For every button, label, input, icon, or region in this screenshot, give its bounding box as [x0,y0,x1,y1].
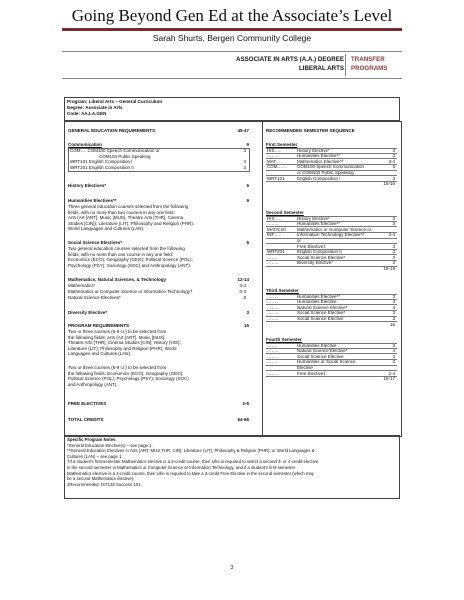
semester-course-credits: 3-4 [388,158,395,164]
semester-course-name: History Elective* [297,147,330,153]
social-text-3: Economics (ECO); Geography (GEO); Political Science (POL); [68,257,193,263]
semester-course-name: Mathematics or Computer Science or [297,226,372,232]
math-row-2-credits: 0-3 [239,289,246,294]
semester-course-code: INF….. [267,232,282,238]
semester-total-credits: 15-17 [383,376,395,382]
note-line: Cultures (LAN) – see page 1. [67,453,123,459]
semester-course-credits: 3 [392,254,395,260]
semester-course-name: Humanities Elective [297,342,337,348]
humanities-text-3: Arts (Art [ART], Music [MUS], Theatre Arts [THR], Cinema [68,215,184,221]
semester-course-code: …….. [267,316,279,321]
social-science-credits: 6 [246,240,249,245]
program-degree: Degree: Associate in Arts [67,105,123,110]
semester-course-name: or COM102 Public Speaking [297,170,354,175]
semester-course-code: …….. [267,293,279,299]
semester-course-credits: 2-4 [388,370,395,376]
semester-course-credits: 3 [392,293,395,299]
semester-course-code: WRT201 [267,249,285,255]
semester-table [266,216,397,266]
math-row-1-credits: 3-4 [239,283,246,288]
semester-course-name: Elective [297,365,313,370]
math-row-1: Mathematics* [68,283,96,288]
degree-line-2: LIBERAL ARTS [298,65,344,72]
semester-sequence-heading: RECOMMENDED SEMESTER SEQUENCE [266,128,355,133]
semester-course-code: MAT….. [267,158,284,164]
math-row-3: Natural Science Electives* [68,295,121,300]
social-text-4: Psychology (PSY); Sociology (SOC) and Anthropology (ANT). [68,262,192,268]
semester-course-code: HIS….. [267,215,282,221]
total-credits-value: 64-66 [237,417,249,422]
semester-course-name: Social Science Elective* [297,254,346,260]
free-electives-credits: 2-6 [242,401,249,406]
semester-course-credits: 4 [392,348,395,354]
social-text-1: Two general education courses selected from the following [68,246,185,251]
program-code: Code: AA.LA.GEN [67,111,107,116]
math-row-2: Mathematics or Computer Science or Information Technology† [68,289,193,294]
humanities-credits: 9 [246,198,249,203]
semester-course-code: …….. [267,342,279,348]
math-science-credits: 12-14 [237,277,249,282]
semester-course-code: …….. [267,353,279,359]
free-electives-label: FREE ELECTIVES [68,401,107,406]
program-notes-box [64,435,400,499]
semester-course-name: or [297,238,302,243]
semester-course-name: English Composition II [297,249,342,255]
note-line: ‡Recommended: IST123 Success 101. [67,481,142,487]
semester-course-code: …….. [267,221,279,227]
semester-course-name: Natural Science Elective* [297,304,348,310]
semester-course-name: Humanities Elective** [297,293,341,299]
transfer-line-1: TRANSFER [351,56,385,63]
requirements-table [64,121,402,437]
semester-course-code: HIS….. [267,147,282,153]
semester-course-credits: 3 [392,249,395,255]
semester-course-name: COM100 Speech Communication [297,164,365,170]
note-line: Mathematics elective is a 4-credit course, then s/he is required to take a 3-credit Free Elective in the second semester (which may [67,470,314,476]
semester-table [266,343,397,377]
program-info-box [64,97,400,121]
humanities-label: Humanities Electives** [68,198,117,203]
semester-course-credits: 3 [392,299,395,305]
semester-course-credits: 3 [392,175,395,181]
note-line: be a second Mathematics elective). [67,476,135,482]
program-req-label: PROGRAM REQUIREMENTS [68,323,130,328]
semester-course-credits: 3 [392,215,395,221]
semester-course-code: …….. [267,370,279,376]
notes-heading: Specific Program Notes [67,437,116,442]
page-number: 3 [230,565,234,571]
semester-course-code: …….. [267,359,279,365]
program-text1-5: Languages and Cultures (LAN). [68,351,132,357]
semester-course-name: History Elective* [297,215,330,221]
history-credits: 6 [246,183,249,188]
total-credits-label: TOTAL CREDITS [68,417,104,422]
semester-course-code: …….. [267,304,279,310]
semester-course-credits: 3 [392,342,395,348]
semester-course-credits: 4 [392,304,395,310]
program-text1-1: Two or three courses (6-9 cr.) to be selected from [68,329,167,334]
humanities-text-2: fields, with no more than two courses in any one field: [68,209,175,215]
page-subtitle: Sarah Shurts, Bergen Community College [152,33,312,43]
transfer-line-2: PROGRAMS [351,65,388,72]
semester-course-name: Social Science Elective* [297,310,346,316]
page-title: Going Beyond Gen Ed at the Associate’s Level [71,6,393,25]
semester-course-code: MAT/CIS/ [267,226,287,232]
semester-course-credits: 3 [392,221,395,227]
humanities-text-5: World Languages and Cultures (LAN). [68,226,145,232]
humanities-text-4: Studies [CIN]); Literature (LIT); Philosophy and Religion (PHR); [68,220,195,226]
humanities-text-1: Three general education courses selected from the following [68,204,189,209]
semester-course-name: Diversity Elective* [297,260,334,266]
program-text1-3: Theatre Arts [THR], Cinema Studies [CIN]; History (HIS); [68,340,181,346]
semester-course-name: Social Science Elective [297,316,344,321]
semester-course-code: …….. [267,310,279,316]
semester-course-name: Humanities or Social Science [297,359,356,365]
program-text2-1: Two or three courses (6-9 cr.) to be selected from [68,365,167,370]
semester-course-name: Humanities Elective [297,299,337,305]
semester-total-credits: 16 [389,321,395,327]
social-science-label: Social Science Electives* [68,240,123,245]
title-rule [62,28,402,31]
note-line: *General Education Elective(s) – see page 1. [67,442,153,448]
comm-row-3: WRT101 English Composition I [70,159,133,164]
semester-course-name: Free Elective‡ [297,243,326,249]
comm-row-1-credits: 3 [243,148,246,153]
semester-course-name: English Composition I [297,175,341,181]
semester-course-name: Social Science Elective [297,353,344,359]
comm-row-4: WRT201 English Composition II [70,164,134,170]
semester-table [266,294,397,322]
semester-course-code: …….. [267,348,279,354]
comm-row-3-credits: 3 [243,159,246,164]
semester-course-code: …….. [267,254,279,260]
header-divider [345,54,346,76]
history-label: History Electives* [68,183,107,188]
program-text2-4: and Anthropology (ANT). [68,381,118,387]
semester-course-credits: 3 [392,353,395,359]
math-row-3-credits: 8 [243,295,246,300]
semester-course-name: Humanities Elective** [297,221,341,227]
semester-course-name: Information Technology Elective*† [297,232,365,238]
semester-course-credits: 3-4 [388,232,395,238]
note-line: **General Education Electives in Arts (ART, MUS,THR, CIN); Literature (LIT); Philosophy & Religion (PHR); or World Languages & [67,448,315,454]
semester-course-code: …….. [267,153,279,159]
semester-course-credits: 3 [392,310,395,316]
semester-name: Second Semester [266,210,304,215]
semester-course-name: Humanities Elective** [297,153,341,159]
semester-name: First Semester [266,142,298,147]
comm-row-2: COM102 Public Speaking [99,153,151,159]
semester-course-code: …….. [267,260,279,266]
comm-row-4-credits: 3 [243,164,246,170]
semester-course-credits: 3 [392,243,395,249]
diversity-label: Diversity Elective* [68,310,108,315]
semester-name: Third Semester [266,288,299,293]
semester-course-name: Natural Science Elective* [297,348,348,354]
communication-credits: 9 [246,142,249,147]
gen-ed-credits: 45-47 [237,128,249,133]
semester-course-credits: 3 [392,260,395,266]
social-text-2: fields, with no more than one course in any one field: [68,251,174,257]
program-name: Program: Liberal Arts – General Curriculum [67,99,163,104]
program-text2-3: Political Science (POL); Psychology (PSY); Sociology (SOC) [68,376,189,382]
semester-course-code: COM…… [267,164,287,170]
semester-name: Fourth Semester [266,337,302,342]
communication-label: Communication [68,142,103,147]
semester-course-credits: 3 [392,164,395,170]
semester-course-credits: 3 [392,147,395,153]
semester-course-code: …….. [267,299,279,305]
program-req-credits: 15 [243,323,249,328]
semester-table [266,148,397,182]
program-text1-2: the following fields: Arts (Art [ART], Music [MUS], [68,334,166,340]
note-line: in the second semester in Mathematics or Computer Science or Information Technology, and if a student's first-semester [67,464,296,470]
degree-line-1: ASSOCIATE IN ARTS (A.A.) DEGREE [236,56,344,63]
diversity-credits: 3 [246,310,249,315]
degree-header [62,51,402,79]
semester-total-credits: 18-19 [383,266,395,271]
semester-course-credits: 3 [392,359,395,365]
gen-ed-heading: GENERAL EDUCATION REQUIREMENTS [68,128,156,133]
semester-course-credits: 3 [392,316,395,321]
semester-course-name: Mathematics Elective*† [297,158,344,164]
semester-course-name: Free Elective‡ [297,370,326,376]
note-line: †If a student's first-semester Mathematics elective is a 3-credit course, then s/he is required to select a second 3- or 4-credit elective [67,459,319,465]
math-science-label: Mathematics, Natural Sciences, & Technology [68,277,166,282]
program-text1-4: Literature (LIT); Philosophy and Religion (PHR); World [68,345,177,351]
semester-course-code: WRT101 [267,175,285,181]
semester-total-credits: 15-16 [383,181,395,187]
program-text2-2: the following fields: Economics (ECO); Geography (GEO); [68,370,184,376]
semester-course-credits: 3 [392,153,395,159]
comm-row-1: COM…. COM100 Speech Communication or [70,148,160,153]
column-divider [262,122,263,436]
